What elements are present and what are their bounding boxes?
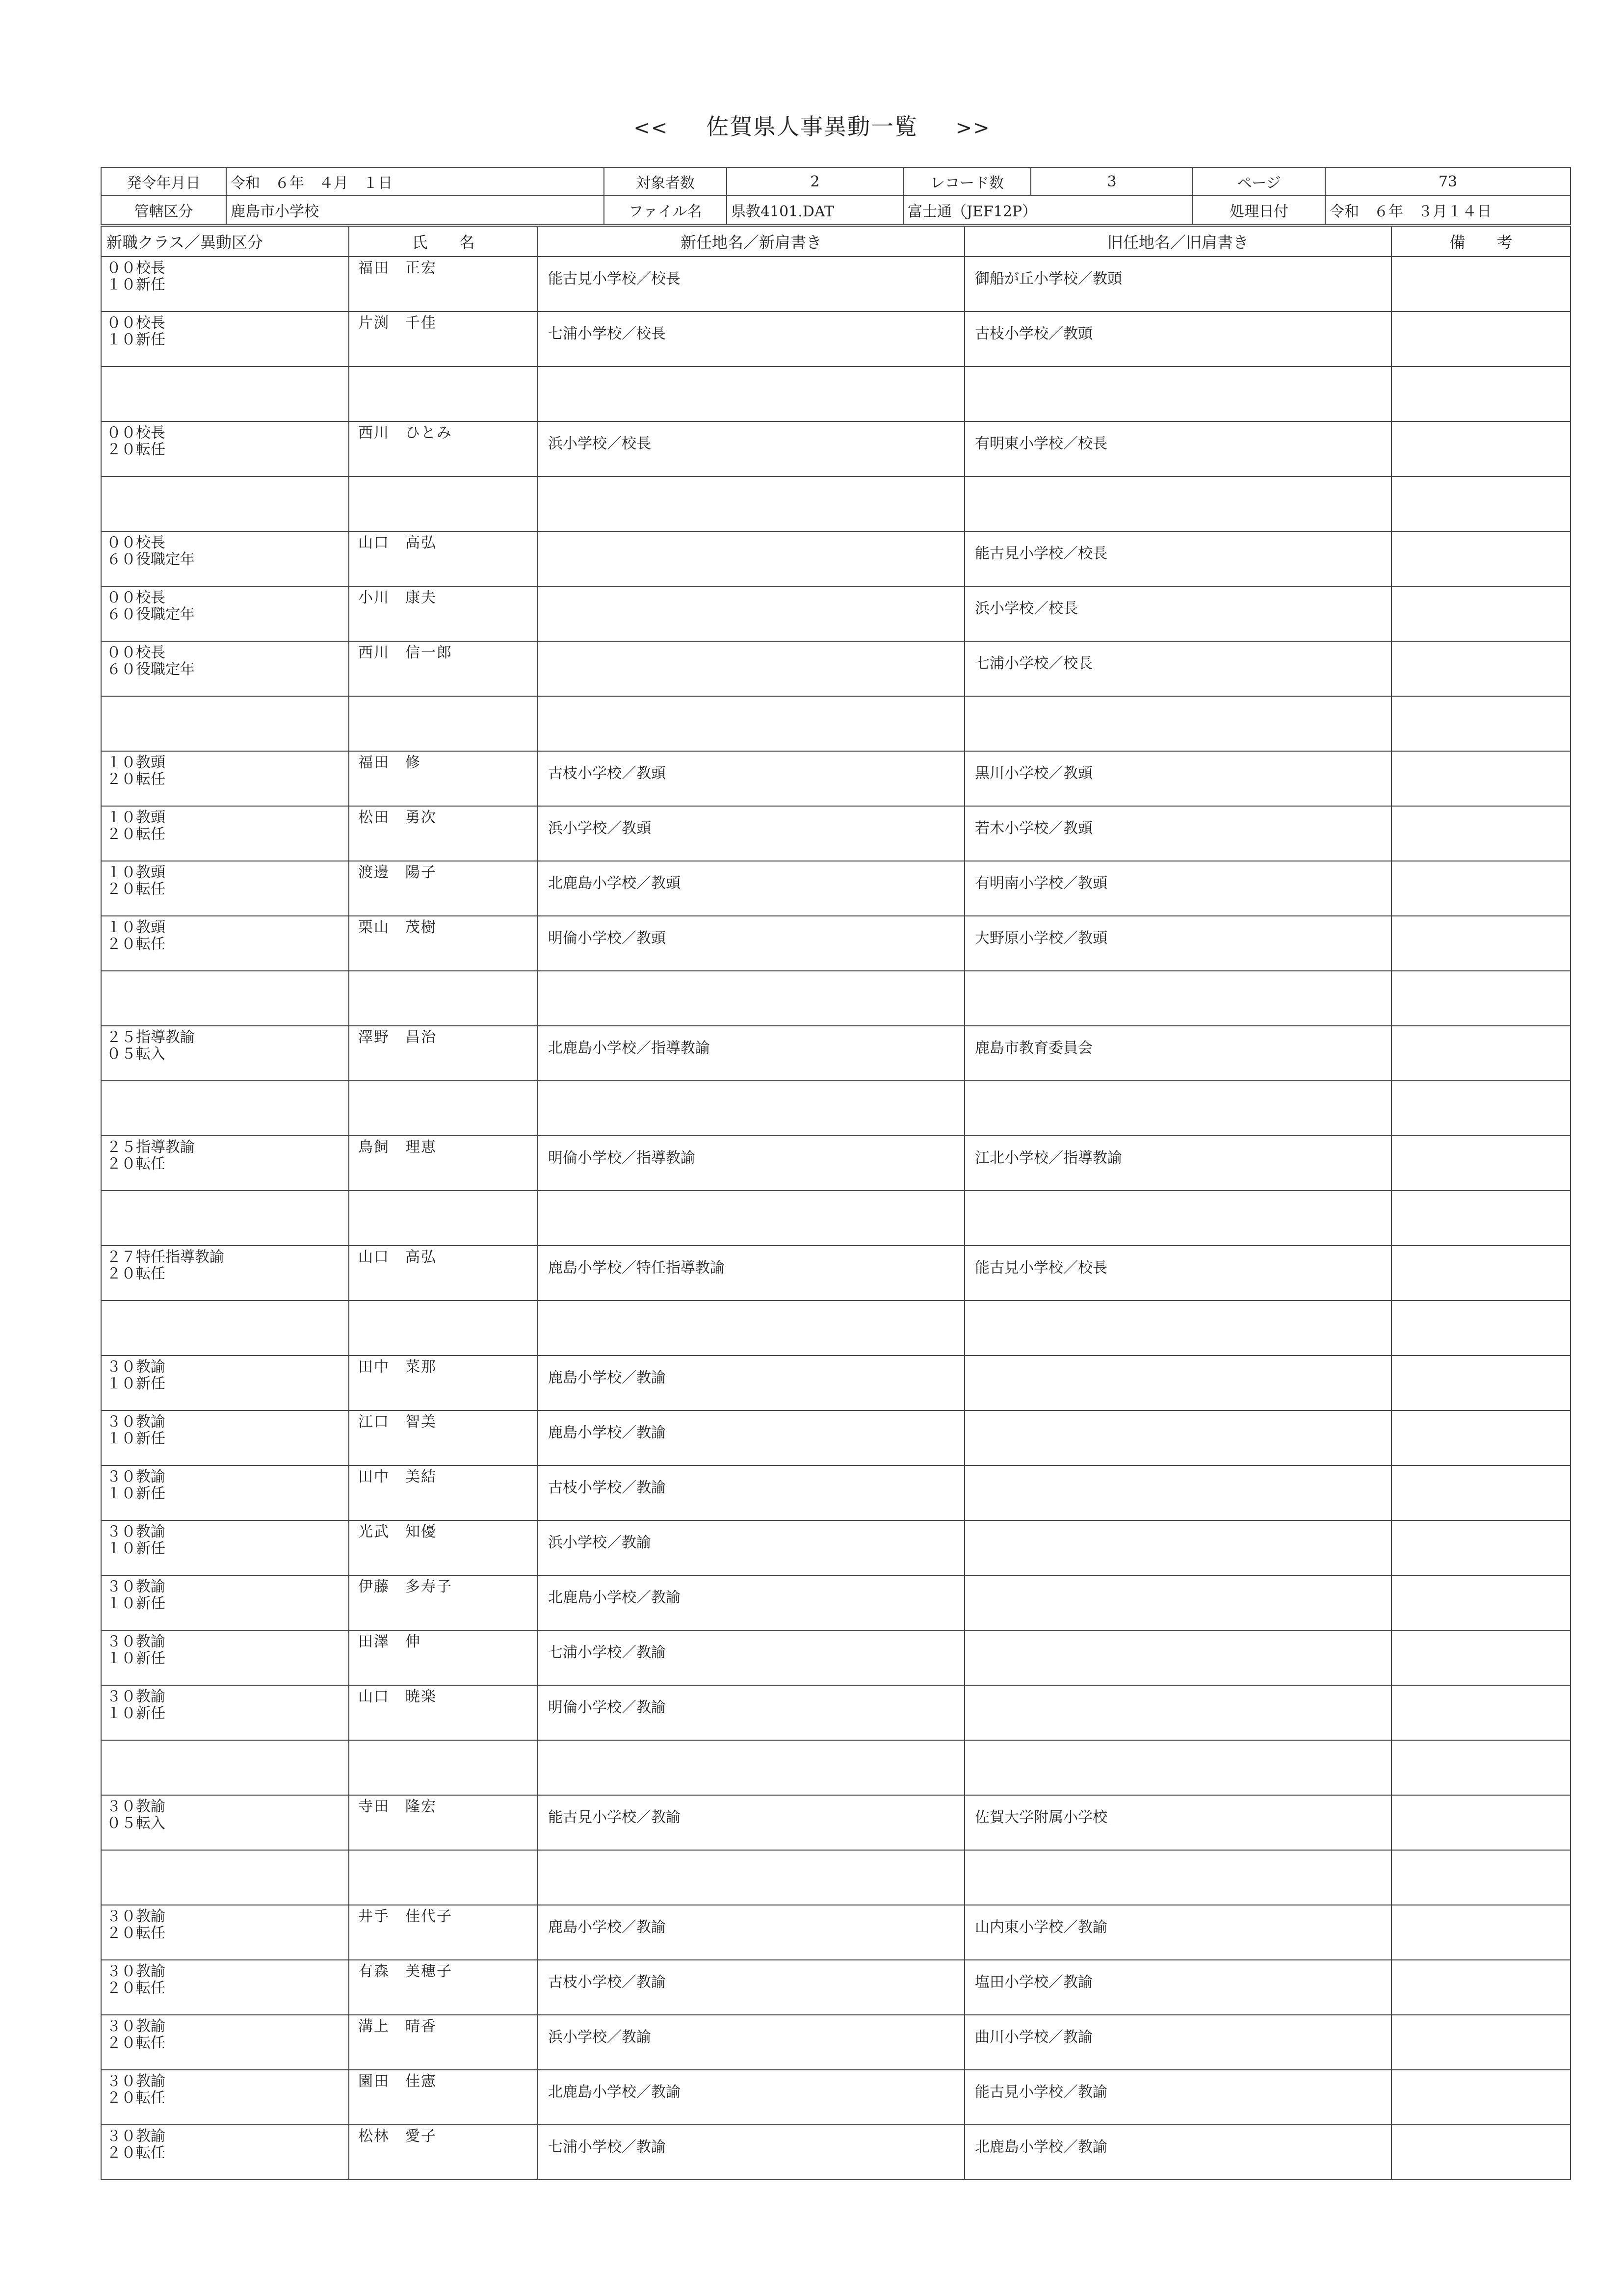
row-old-post-cell [965, 1465, 1391, 1520]
row-note-cell [1391, 2125, 1571, 2180]
row-note-cell [1391, 312, 1571, 366]
row-new-post-cell [538, 476, 965, 531]
row-name-cell [349, 1301, 538, 1356]
row-new-post-cell [538, 531, 965, 586]
row-new-post-cell: 北鹿島小学校／教諭 [538, 1575, 965, 1630]
row-job-class: ３０教諭 [106, 2128, 165, 2145]
row-class-cell [101, 1520, 349, 1575]
table-row [101, 531, 1571, 586]
row-class-cell [101, 1410, 349, 1465]
row-class-cell [101, 586, 349, 641]
header-class: 新職クラス／異動区分 [101, 226, 349, 257]
table-row [101, 312, 1571, 366]
row-old-post-cell: 能古見小学校／教諭 [965, 2070, 1391, 2125]
row-note-cell [1391, 806, 1571, 861]
row-transfer-type: １０新任 [106, 276, 165, 293]
table-row [101, 257, 1571, 312]
row-note-cell [1391, 1026, 1571, 1081]
row-new-post-cell: 明倫小学校／教頭 [538, 916, 965, 971]
table-row [101, 2015, 1571, 2070]
row-class-cell [101, 806, 349, 861]
row-new-post-cell: 七浦小学校／教諭 [538, 1630, 965, 1685]
row-class-cell [101, 971, 349, 1026]
row-transfer-type: ２０転任 [106, 1155, 165, 1173]
info-table [101, 167, 1571, 225]
row-class-cell [101, 1246, 349, 1301]
row-class-cell [101, 1960, 349, 2015]
row-new-post-cell [538, 1081, 965, 1136]
row-transfer-type: １０新任 [106, 1595, 165, 1612]
page-value: 73 [1325, 167, 1571, 196]
table-row [101, 696, 1571, 751]
row-old-post-cell [965, 1410, 1391, 1465]
row-job-class: ３０教諭 [106, 1688, 165, 1705]
row-new-post-cell: 北鹿島小学校／教諭 [538, 2070, 965, 2125]
table-row [101, 1740, 1571, 1795]
row-new-post-cell [538, 1191, 965, 1246]
row-name-cell: 井手 佳代子 [349, 1905, 538, 1960]
table-row [101, 1795, 1571, 1850]
row-new-post-cell [538, 1850, 965, 1905]
row-name-cell: 西川 信一郎 [349, 641, 538, 696]
table-row [101, 1410, 1571, 1465]
row-job-class: ００校長 [106, 314, 165, 332]
row-transfer-type: １０新任 [106, 331, 165, 348]
row-job-class: １０教頭 [106, 864, 165, 881]
row-old-post-cell [965, 1740, 1391, 1795]
row-transfer-type: ２０転任 [106, 936, 165, 953]
header-new: 新任地名／新肩書き [538, 226, 965, 257]
header-note: 備 考 [1391, 226, 1571, 257]
table-row [101, 1685, 1571, 1740]
file-name-label: ファイル名 [604, 196, 727, 224]
row-class-cell [101, 1191, 349, 1246]
row-name-cell [349, 1081, 538, 1136]
row-old-post-cell: 大野原小学校／教頭 [965, 916, 1391, 971]
row-class-cell [101, 1301, 349, 1356]
row-old-post-cell: 古枝小学校／教頭 [965, 312, 1391, 366]
row-old-post-cell: 御船が丘小学校／教頭 [965, 257, 1391, 312]
row-name-cell: 西川 ひとみ [349, 421, 538, 476]
row-note-cell [1391, 1960, 1571, 2015]
row-name-cell: 田中 菜那 [349, 1356, 538, 1410]
row-old-post-cell: 若木小学校／教頭 [965, 806, 1391, 861]
row-job-class: ２５指導教諭 [106, 1139, 195, 1156]
process-date-value: 令和 ６年 ３月１４日 [1325, 196, 1571, 224]
table-row [101, 916, 1571, 971]
row-job-class: ３０教諭 [106, 1578, 165, 1595]
row-transfer-type: ２０転任 [106, 2144, 165, 2162]
row-job-class: ００校長 [106, 260, 165, 277]
row-class-cell [101, 2015, 349, 2070]
page-label: ページ [1193, 167, 1325, 196]
row-old-post-cell: 有明東小学校／校長 [965, 421, 1391, 476]
issue-date-value: 令和 ６年 ４月 １日 [226, 167, 604, 196]
row-name-cell: 小川 康夫 [349, 586, 538, 641]
row-new-post-cell [538, 586, 965, 641]
issue-date-label: 発令年月日 [101, 167, 226, 196]
row-new-post-cell: 七浦小学校／校長 [538, 312, 965, 366]
row-name-cell: 山口 高弘 [349, 531, 538, 586]
row-new-post-cell: 明倫小学校／指導教諭 [538, 1136, 965, 1191]
row-class-cell [101, 1356, 349, 1410]
table-row [101, 586, 1571, 641]
row-note-cell [1391, 1191, 1571, 1246]
row-old-post-cell [965, 1850, 1391, 1905]
table-row [101, 861, 1571, 916]
row-class-cell [101, 751, 349, 806]
table-row [101, 1301, 1571, 1356]
table-row [101, 1630, 1571, 1685]
table-row [101, 1850, 1571, 1905]
row-new-post-cell: 鹿島小学校／教諭 [538, 1356, 965, 1410]
row-new-post-cell [538, 641, 965, 696]
row-note-cell [1391, 1410, 1571, 1465]
row-new-post-cell: 七浦小学校／教諭 [538, 2125, 965, 2180]
row-old-post-cell [965, 476, 1391, 531]
table-row [101, 421, 1571, 476]
row-job-class: ３０教諭 [106, 1523, 165, 1540]
row-old-post-cell: 有明南小学校／教頭 [965, 861, 1391, 916]
row-job-class: １０教頭 [106, 809, 165, 826]
row-class-cell [101, 1850, 349, 1905]
table-row [101, 1520, 1571, 1575]
header-old: 旧任地名／旧肩書き [965, 226, 1391, 257]
row-class-cell [101, 366, 349, 421]
row-transfer-type: ６０役職定年 [106, 606, 195, 623]
row-new-post-cell: 鹿島小学校／特任指導教諭 [538, 1246, 965, 1301]
row-note-cell [1391, 2015, 1571, 2070]
row-class-cell [101, 421, 349, 476]
vendor-value: 富士通（JEF12P） [903, 196, 1193, 224]
row-transfer-type: １０新任 [106, 1485, 165, 1502]
row-class-cell [101, 861, 349, 916]
row-transfer-type: ２０転任 [106, 1980, 165, 1997]
table-row [101, 806, 1571, 861]
row-new-post-cell: 浜小学校／教諭 [538, 1520, 965, 1575]
record-count-value: 3 [1031, 167, 1193, 196]
row-note-cell [1391, 1136, 1571, 1191]
row-class-cell [101, 696, 349, 751]
row-old-post-cell: 能古見小学校／校長 [965, 1246, 1391, 1301]
row-job-class: ００校長 [106, 589, 165, 606]
row-new-post-cell: 北鹿島小学校／指導教諭 [538, 1026, 965, 1081]
row-note-cell [1391, 641, 1571, 696]
table-row [101, 1026, 1571, 1081]
row-note-cell [1391, 1575, 1571, 1630]
row-class-cell [101, 641, 349, 696]
row-old-post-cell [965, 1630, 1391, 1685]
row-name-cell [349, 476, 538, 531]
row-name-cell: 福田 正宏 [349, 257, 538, 312]
row-note-cell [1391, 696, 1571, 751]
row-note-cell [1391, 1850, 1571, 1905]
row-job-class: ３０教諭 [106, 1798, 165, 1815]
row-new-post-cell: 古枝小学校／教諭 [538, 1465, 965, 1520]
row-old-post-cell [965, 1520, 1391, 1575]
row-job-class: ３０教諭 [106, 1413, 165, 1431]
row-new-post-cell: 能古見小学校／校長 [538, 257, 965, 312]
row-new-post-cell [538, 366, 965, 421]
row-name-cell: 鳥飼 理恵 [349, 1136, 538, 1191]
row-old-post-cell [965, 696, 1391, 751]
row-class-cell [101, 1136, 349, 1191]
row-name-cell: 江口 智美 [349, 1410, 538, 1465]
row-class-cell [101, 2070, 349, 2125]
nav-prev-mark: << [633, 117, 669, 139]
row-new-post-cell: 鹿島小学校／教諭 [538, 1410, 965, 1465]
table-row [101, 2125, 1571, 2180]
row-note-cell [1391, 1520, 1571, 1575]
row-transfer-type: ２０転任 [106, 1925, 165, 1942]
row-note-cell [1391, 476, 1571, 531]
row-class-cell [101, 1575, 349, 1630]
row-transfer-type: ６０役職定年 [106, 551, 195, 568]
row-class-cell [101, 312, 349, 366]
target-count-value: 2 [727, 167, 903, 196]
row-new-post-cell: 鹿島小学校／教諭 [538, 1905, 965, 1960]
row-name-cell [349, 696, 538, 751]
row-note-cell [1391, 1356, 1571, 1410]
row-class-cell [101, 1465, 349, 1520]
row-name-cell: 福田 修 [349, 751, 538, 806]
row-job-class: １０教頭 [106, 919, 165, 936]
row-note-cell [1391, 531, 1571, 586]
nav-next-mark: >> [955, 117, 991, 139]
row-old-post-cell: 江北小学校／指導教諭 [965, 1136, 1391, 1191]
row-note-cell [1391, 916, 1571, 971]
row-job-class: ２５指導教諭 [106, 1029, 195, 1046]
row-name-cell: 澤野 昌治 [349, 1026, 538, 1081]
row-note-cell [1391, 2070, 1571, 2125]
row-transfer-type: １０新任 [106, 1375, 165, 1392]
row-new-post-cell: 能古見小学校／教諭 [538, 1795, 965, 1850]
row-note-cell [1391, 1740, 1571, 1795]
row-new-post-cell: 古枝小学校／教頭 [538, 751, 965, 806]
row-transfer-type: ２０転任 [106, 2035, 165, 2052]
row-name-cell: 片渕 千佳 [349, 312, 538, 366]
row-name-cell [349, 366, 538, 421]
row-transfer-type: ２０転任 [106, 2089, 165, 2107]
row-transfer-type: ２０転任 [106, 1265, 165, 1282]
row-old-post-cell: 浜小学校／校長 [965, 586, 1391, 641]
row-class-cell [101, 257, 349, 312]
row-note-cell [1391, 586, 1571, 641]
table-row [101, 971, 1571, 1026]
row-transfer-type: １０新任 [106, 1705, 165, 1722]
row-note-cell [1391, 861, 1571, 916]
row-class-cell [101, 1026, 349, 1081]
row-note-cell [1391, 1246, 1571, 1301]
row-job-class: ３０教諭 [106, 1358, 165, 1376]
row-transfer-type: ０５転入 [106, 1045, 165, 1063]
row-job-class: ３０教諭 [106, 1468, 165, 1486]
row-new-post-cell [538, 1301, 965, 1356]
table-row [101, 751, 1571, 806]
table-row [101, 1465, 1571, 1520]
row-job-class: ３０教諭 [106, 1633, 165, 1650]
row-job-class: ００校長 [106, 644, 165, 661]
row-transfer-type: １０新任 [106, 1430, 165, 1447]
row-new-post-cell: 浜小学校／校長 [538, 421, 965, 476]
row-name-cell [349, 1740, 538, 1795]
table-row [101, 366, 1571, 421]
row-class-cell [101, 916, 349, 971]
row-name-cell: 山口 暁楽 [349, 1685, 538, 1740]
table-row [101, 1136, 1571, 1191]
row-old-post-cell [965, 1301, 1391, 1356]
table-row [101, 476, 1571, 531]
row-job-class: ３０教諭 [106, 1908, 165, 1925]
row-class-cell [101, 1630, 349, 1685]
row-old-post-cell: 山内東小学校／教諭 [965, 1905, 1391, 1960]
row-old-post-cell: 北鹿島小学校／教諭 [965, 2125, 1391, 2180]
row-name-cell: 松林 愛子 [349, 2125, 538, 2180]
row-old-post-cell: 曲川小学校／教諭 [965, 2015, 1391, 2070]
row-new-post-cell: 浜小学校／教諭 [538, 2015, 965, 2070]
row-note-cell [1391, 1795, 1571, 1850]
table-row [101, 1246, 1571, 1301]
row-note-cell [1391, 366, 1571, 421]
row-transfer-type: ２０転任 [106, 826, 165, 843]
row-transfer-type: ２０転任 [106, 771, 165, 788]
row-class-cell [101, 1795, 349, 1850]
row-job-class: ３０教諭 [106, 2073, 165, 2090]
header-row [101, 226, 1571, 257]
row-old-post-cell: 七浦小学校／校長 [965, 641, 1391, 696]
row-note-cell [1391, 1630, 1571, 1685]
row-old-post-cell: 黒川小学校／教頭 [965, 751, 1391, 806]
row-transfer-type: １０新任 [106, 1540, 165, 1557]
row-name-cell: 栗山 茂樹 [349, 916, 538, 971]
row-note-cell [1391, 1081, 1571, 1136]
row-name-cell: 山口 高弘 [349, 1246, 538, 1301]
row-new-post-cell: 明倫小学校／教諭 [538, 1685, 965, 1740]
jurisdiction-label: 管轄区分 [101, 196, 226, 224]
table-row [101, 1960, 1571, 2015]
row-transfer-type: ６０役職定年 [106, 661, 195, 678]
row-transfer-type: ０５転入 [106, 1815, 165, 1832]
row-old-post-cell [965, 1685, 1391, 1740]
row-old-post-cell: 佐賀大学附属小学校 [965, 1795, 1391, 1850]
row-name-cell [349, 1191, 538, 1246]
row-transfer-type: ２０転任 [106, 881, 165, 898]
table-row [101, 1191, 1571, 1246]
row-old-post-cell [965, 1081, 1391, 1136]
row-note-cell [1391, 1301, 1571, 1356]
table-row [101, 1356, 1571, 1410]
row-old-post-cell: 能古見小学校／校長 [965, 531, 1391, 586]
row-old-post-cell [965, 1356, 1391, 1410]
table-row [101, 2070, 1571, 2125]
row-old-post-cell: 塩田小学校／教諭 [965, 1960, 1391, 2015]
row-old-post-cell [965, 971, 1391, 1026]
row-note-cell [1391, 971, 1571, 1026]
row-class-cell [101, 1905, 349, 1960]
row-note-cell [1391, 1905, 1571, 1960]
row-name-cell: 園田 佳憲 [349, 2070, 538, 2125]
row-note-cell [1391, 421, 1571, 476]
table-row [101, 1081, 1571, 1136]
row-class-cell [101, 1685, 349, 1740]
row-transfer-type: ２０転任 [106, 441, 165, 458]
row-name-cell: 光武 知優 [349, 1520, 538, 1575]
row-note-cell [1391, 1685, 1571, 1740]
row-job-class: ００校長 [106, 534, 165, 551]
target-count-label: 対象者数 [604, 167, 727, 196]
row-old-post-cell: 鹿島市教育委員会 [965, 1026, 1391, 1081]
row-name-cell: 田澤 伸 [349, 1630, 538, 1685]
row-transfer-type: １０新任 [106, 1650, 165, 1667]
row-new-post-cell [538, 696, 965, 751]
record-count-label: レコード数 [903, 167, 1031, 196]
row-new-post-cell: 北鹿島小学校／教頭 [538, 861, 965, 916]
row-old-post-cell [965, 1575, 1391, 1630]
table-row [101, 1905, 1571, 1960]
row-job-class: ２７特任指導教諭 [106, 1249, 224, 1266]
row-new-post-cell [538, 1740, 965, 1795]
document-title [0, 109, 1624, 141]
row-class-cell [101, 1740, 349, 1795]
personnel-table [101, 226, 1571, 2180]
row-name-cell: 溝上 晴香 [349, 2015, 538, 2070]
row-name-cell: 伊藤 多寿子 [349, 1575, 538, 1630]
row-name-cell: 有森 美穂子 [349, 1960, 538, 2015]
row-class-cell [101, 476, 349, 531]
row-job-class: １０教頭 [106, 754, 165, 771]
row-job-class: ３０教諭 [106, 1963, 165, 1980]
table-row [101, 641, 1571, 696]
row-note-cell [1391, 1465, 1571, 1520]
file-name-value: 県教4101.DAT [727, 196, 903, 224]
row-old-post-cell [965, 1191, 1391, 1246]
row-class-cell [101, 531, 349, 586]
row-note-cell [1391, 257, 1571, 312]
row-note-cell [1391, 751, 1571, 806]
row-name-cell: 寺田 隆宏 [349, 1795, 538, 1850]
process-date-label: 処理日付 [1193, 196, 1325, 224]
row-new-post-cell: 古枝小学校／教諭 [538, 1960, 965, 2015]
jurisdiction-value: 鹿島市小学校 [226, 196, 604, 224]
row-job-class: ３０教諭 [106, 2018, 165, 2035]
row-new-post-cell: 浜小学校／教頭 [538, 806, 965, 861]
title-text: 佐賀県人事異動一覧 [706, 113, 918, 140]
row-new-post-cell [538, 971, 965, 1026]
row-name-cell [349, 1850, 538, 1905]
row-job-class: ００校長 [106, 424, 165, 442]
row-class-cell [101, 1081, 349, 1136]
row-name-cell: 渡邊 陽子 [349, 861, 538, 916]
row-name-cell [349, 971, 538, 1026]
row-name-cell: 松田 勇次 [349, 806, 538, 861]
table-row [101, 1575, 1571, 1630]
row-class-cell [101, 2125, 349, 2180]
row-old-post-cell [965, 366, 1391, 421]
row-name-cell: 田中 美結 [349, 1465, 538, 1520]
header-name: 氏 名 [349, 226, 538, 257]
